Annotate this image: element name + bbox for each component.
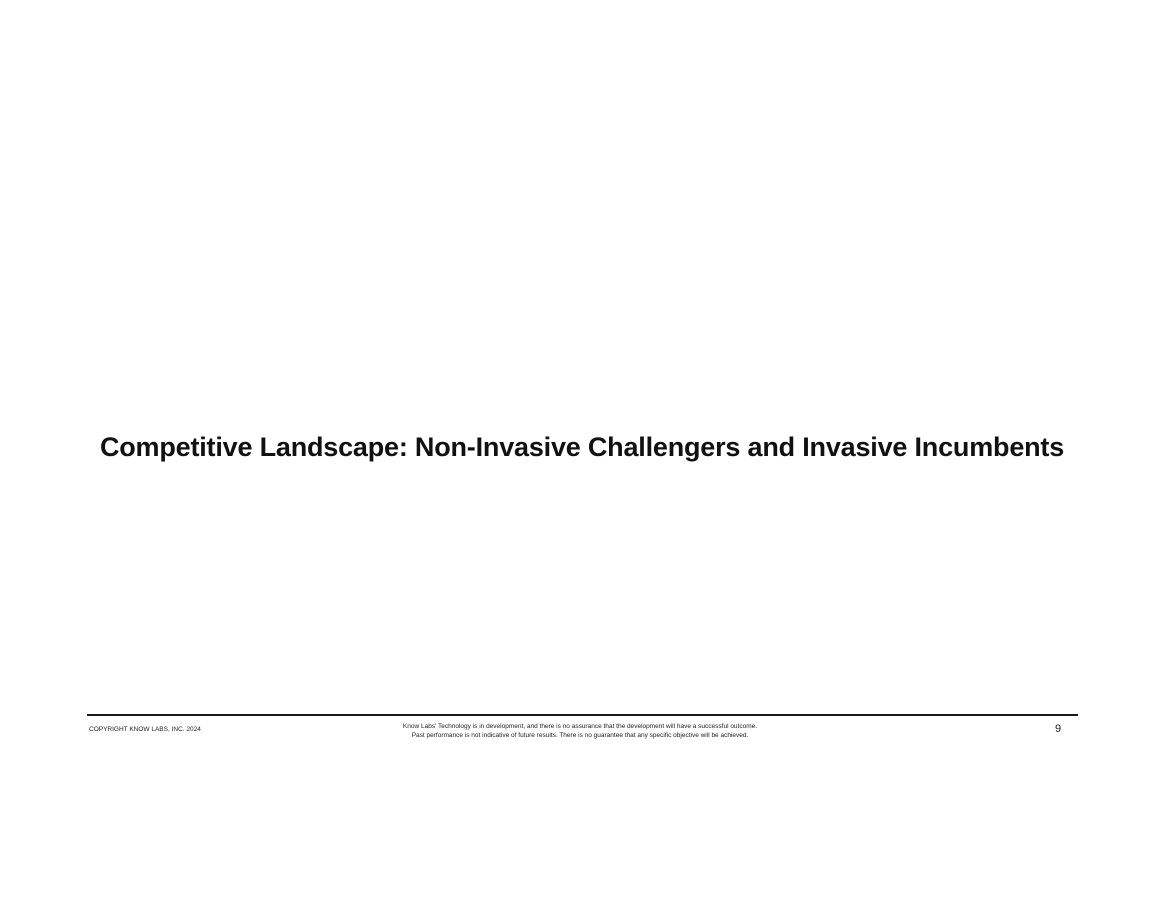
footer-divider [87,714,1078,716]
page-number: 9 [1054,723,1062,735]
footer-disclaimer-line-1: Know Labs' Technology is in development, and there is no assurance that the development will have a successful outcome. [402,723,758,730]
footer-disclaimer-line-2: Past performance is not indicative of future results. There is no guarantee that any specific objective will be achieved. [411,732,749,739]
footer-copyright: COPYRIGHT KNOW LABS, INC. 2024 [89,726,201,733]
footer-disclaimer [330,722,830,740]
slide-title: Competitive Landscape: Non-Invasive Challengers and Invasive Incumbents [99,432,1065,462]
